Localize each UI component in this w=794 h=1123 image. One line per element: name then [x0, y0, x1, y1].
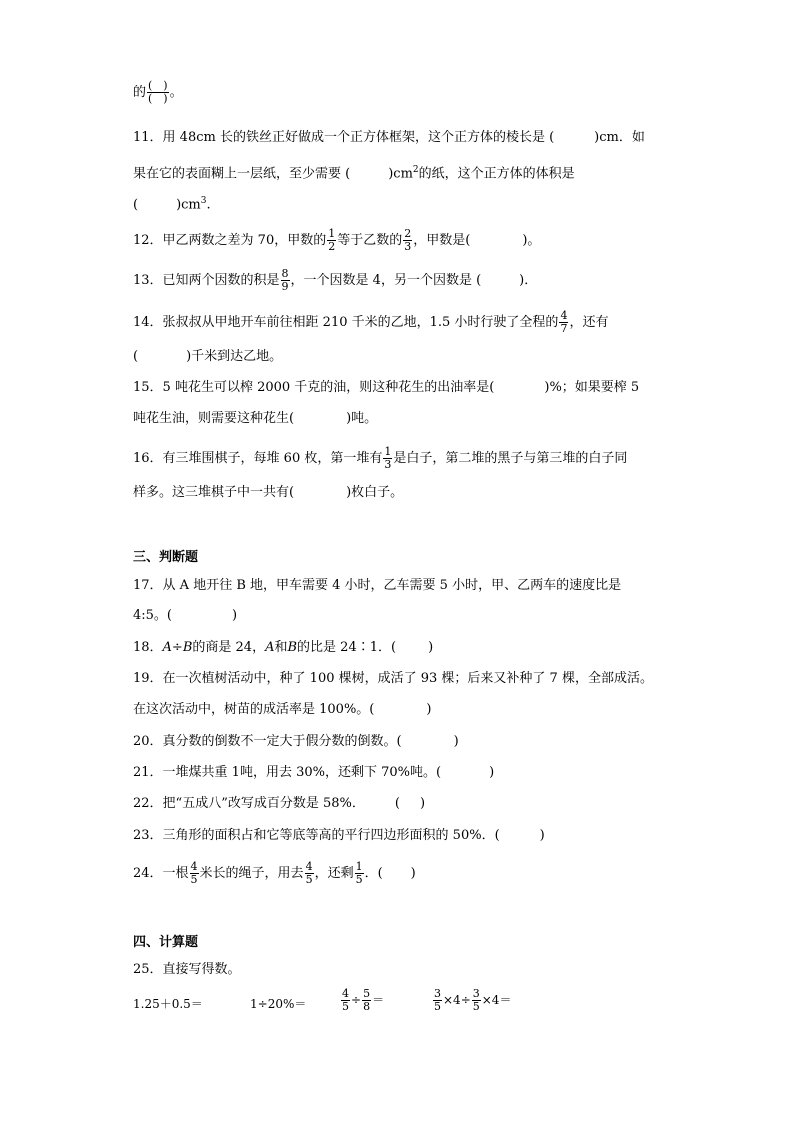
q15-line1: 15．5 吨花生可以榨 2000 千克的油，则这种花生的出油率是( )%；如果要榨 5	[133, 380, 640, 395]
q25-item-1[interactable]: 1.25＋0.5＝	[133, 997, 203, 1011]
q24-line: 24．一根 $\frac{4}{5}$ 米长的绳子，用去 $\frac{4}{5}$ ，还剩 $\frac{1}{5}$ ．( )	[133, 860, 416, 886]
q10-line: 的 $\frac{( )}{( )}$ 。	[133, 79, 183, 105]
q11-line2: 果在它的表面糊上一层纸，至少需要 ( )$cm^2$的纸，这个正方体的体积是	[133, 165, 575, 182]
q16-line2: 样多。这三堆棋子中一共有( )枚白子。	[133, 485, 404, 500]
q25-item-2[interactable]: 1÷20%＝	[250, 997, 307, 1011]
q11-line1: 11．用 48cm 长的铁丝正好做成一个正方体框架，这个正方体的棱长是 ( )cm．如	[133, 130, 645, 145]
fraction: $\frac{1}{2}$	[328, 227, 336, 253]
q15-line2: 吨花生油，则需要这种花生( )吨。	[133, 411, 378, 426]
fraction: $\frac{3}{5}$	[434, 987, 441, 1013]
q11-line3: ( )$cm^3$.	[133, 196, 211, 213]
q18-line: 18．A÷B的商是 24，A和B的比是 24∶1．( )	[133, 640, 434, 655]
q23-line: 23．三角形的面积占和它等底等高的平行四边形面积的 50%．( )	[133, 828, 545, 843]
q25-item-3[interactable]: $\frac{4}{5}$ ÷ $\frac{5}{8}$ ＝	[342, 987, 385, 1013]
q12-line: 12．甲乙两数之差为 70，甲数的 $\frac{1}{2}$ 等于乙数的 $\frac{2}{3}$ ，甲数是( )。	[133, 227, 541, 253]
q13-line: 13．已知两个因数的积是 $\frac{8}{9}$ ，一个因数是 4，另一个因数是 ( )．	[133, 267, 538, 293]
fraction: $\frac{4}{7}$	[560, 309, 568, 335]
fraction: $\frac{1}{5}$	[355, 860, 363, 886]
q14-line2: ( )千米到达乙地。	[133, 349, 283, 364]
fraction: $\frac{1}{3}$	[384, 445, 392, 471]
q10-blank-fraction[interactable]: $\frac{( )}{( )}$	[148, 79, 168, 105]
q17-line2: 4:5。( )	[133, 608, 238, 623]
q20-line: 20．真分数的倒数不一定大于假分数的倒数。( )	[133, 734, 459, 749]
fraction: $\frac{2}{3}$	[404, 227, 412, 253]
fraction: $\frac{4}{5}$	[342, 987, 349, 1013]
q21-line: 21．一堆煤共重 1吨，用去 30%，还剩下 70%吨。( )	[133, 765, 495, 780]
q22-line: 22．把“五成八”改写成百分数是 58%． ( )	[133, 796, 426, 811]
fraction: $\frac{4}{5}$	[190, 860, 198, 886]
fraction: $\frac{5}{8}$	[363, 987, 371, 1013]
q25-item-4[interactable]: $\frac{3}{5}$ ×4÷ $\frac{3}{5}$ ×4＝	[434, 987, 512, 1013]
section-4-heading: 四、计算题	[133, 935, 199, 950]
q10-prefix: 的	[133, 85, 147, 100]
fraction: $\frac{4}{5}$	[305, 860, 313, 886]
fraction: $\frac{3}{5}$	[472, 987, 480, 1013]
q19-line1: 19．在一次植树活动中，种了 100 棵树，成活了 93 棵；后来又补种了 7 棵，全部成活。	[133, 671, 653, 686]
q14-line1: 14．张叔叔从甲地开车前往相距 210 千米的乙地，1.5 小时行驶了全程的 $\frac{4}{7}$ ，还有	[133, 309, 609, 335]
section-3-heading: 三、判断题	[133, 550, 199, 565]
q16-line1: 16．有三堆围棋子，每堆 60 枚，第一堆有 $\frac{1}{3}$ 是白子，第二堆的黑子与第三堆的白子同	[133, 445, 628, 471]
fraction: $\frac{8}{9}$	[281, 267, 289, 293]
q17-line1: 17．从 A 地开往 B 地，甲车需要 4 小时，乙车需要 5 小时，甲、乙两车的速度比是	[133, 578, 622, 593]
q19-line2: 在这次活动中，树苗的成活率是 100%。( )	[133, 702, 432, 717]
q25-title: 25．直接写得数。	[133, 962, 241, 977]
